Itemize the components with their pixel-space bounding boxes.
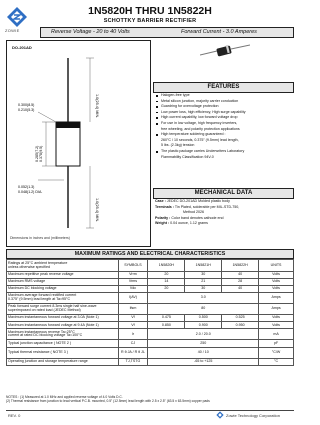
list-item: Method 2026 (183, 210, 204, 215)
parameter-line: Typical thermal resistance ( NOTE 3 ) (8, 349, 68, 354)
parameter-cell (7, 347, 119, 358)
table-row (7, 315, 294, 322)
features-header: FEATURES (153, 82, 294, 93)
table-row (7, 279, 294, 286)
symbol-cell: R θ JA / R θ JL (118, 347, 148, 358)
unit-cell: Volts (259, 286, 294, 293)
dim-lead-top: 1.0(25.4) MIN. (95, 94, 99, 119)
unit-cell: mA (259, 329, 294, 340)
list-item: Low power loss, high efficiency, High surge capability (155, 110, 291, 116)
page-title: 1N5820H THRU 1N5822H (88, 5, 212, 17)
value-cell: 20 (148, 272, 185, 279)
mechanical-header: MECHANICAL DATA (153, 188, 294, 199)
parameter-line: Peak forward surge current 8.3ms single half sine-wave (8, 304, 97, 309)
note-line: (2) Thermal resistance from junction to lead vertical P.C.B. mounted, 0.5" (12.5mm) lead length with 2.5 x 2.5" (63.5 x 63.5mm) copper pads (6, 399, 210, 404)
parameter-cell (7, 279, 119, 286)
symbol-cell: I(AV) (118, 293, 148, 304)
value-cell: 40 (222, 286, 259, 293)
parameter-line: Maximum instantaneous forward voltage at 9.4A (Note 1) (8, 322, 99, 327)
dimensions-note: Dimensions in inches and (millimeters) (10, 236, 70, 240)
value-cell: 30 (185, 272, 222, 279)
table-row (7, 340, 294, 347)
table-row (7, 322, 294, 329)
parameter-line: Maximum DC blocking voltage (8, 286, 57, 291)
value-cell: 2.0 / 20.0 (148, 329, 259, 340)
dim-body-dia-a: 0.378(9.5) (39, 145, 43, 162)
symbol-cell: Vdc (118, 286, 148, 293)
value-cell: -65 to +125 (148, 358, 259, 365)
symbol-cell: Vrms (118, 279, 148, 286)
dim-lead-dia-a: 0.052(1.3) (18, 185, 35, 189)
value-cell: 0.950 (222, 322, 259, 329)
list-item: Polarity : Color band denotes cathode end (155, 215, 224, 220)
reverse-voltage-spec: Reverse Voltage - 20 to 40 Volts (51, 29, 130, 35)
value-cell: 0.500 (185, 315, 222, 322)
list-item: 5 lbs. (2.3kg) tension (161, 143, 195, 148)
symbol-cell: Vf (118, 322, 148, 329)
unit-cell: Amps (259, 293, 294, 304)
table-row (7, 347, 294, 358)
spec-bar (40, 27, 294, 38)
column-header-part: 1N5822H (222, 260, 259, 272)
list-item: Metal silicon junction, majority carrier conduction (155, 99, 291, 105)
parameter-cell (7, 358, 119, 365)
parameter-cell (7, 293, 119, 304)
zowie-logo-icon (216, 411, 224, 419)
unit-cell: Volts (259, 279, 294, 286)
dim-body-len-b: 0.210(5.3) (18, 108, 35, 112)
package-name: DO-201AD (12, 45, 32, 50)
list-item: Halogen-free type (155, 93, 291, 99)
dim-lead-dia-b: 0.048(1.2) DIA. (18, 190, 43, 194)
table-header-row (7, 260, 294, 272)
note-line: NOTES : (1) Measured at 1.0 MHz and applied reverse voltage of 4.0 Volts D.C. (6, 395, 123, 399)
symbol-cell: Vrrm (118, 272, 148, 279)
parameter-line: Maximum instantaneous forward voltage at 3.0A (Note 1) (8, 315, 99, 320)
parameter-cell (7, 304, 119, 315)
value-cell: 30 (185, 286, 222, 293)
parameter-cell (7, 329, 119, 340)
company-name: Zowie Technology Corporation (226, 413, 280, 418)
parameter-line: superimposed on rated load (JEDEC Method) (8, 308, 81, 313)
parameter-cell (7, 340, 119, 347)
value-cell: 0.525 (222, 315, 259, 322)
dim-body-dia-b: 0.285(7.2) (35, 145, 39, 162)
parameter-line: Maximum RMS voltage (8, 279, 46, 284)
list-item: Weight : 0.04 ounce, 1.12 grams (155, 221, 208, 226)
mechanical-list (155, 199, 291, 227)
parameter-line: Operating junction and storage temperature range (8, 358, 88, 363)
column-header-part: 1N5821H (185, 260, 222, 272)
parameter-cell (7, 322, 119, 329)
value-cell: 0.900 (185, 322, 222, 329)
features-list (155, 93, 291, 160)
ratings-header: MAXIMUM RATINGS AND ELECTRICAL CHARACTERISTICS (6, 249, 294, 259)
value-cell: 28 (222, 279, 259, 286)
list-item: Terminals : Tin Plated, solderable per MIL-STD-750, (155, 204, 240, 209)
table-row (7, 329, 294, 340)
list-item: Flammability Classification 94V-0 (161, 154, 214, 159)
unit-cell: Amps (259, 304, 294, 315)
dim-lead-bottom: 1.0(25.4) MIN. (95, 198, 99, 223)
value-cell: 0.850 (148, 322, 185, 329)
parameter-line: current at rated DC blocking voltage Ta=100°C (8, 333, 83, 338)
list-item: Case : JEDEC DO-201AD Molded plastic body (155, 199, 230, 203)
header-line: Ratings at 25°C ambient temperature (8, 260, 68, 265)
value-cell: 0.475 (148, 315, 185, 322)
unit-cell: Volts (259, 272, 294, 279)
symbol-cell: CJ (118, 340, 148, 347)
parameter-cell (7, 315, 119, 322)
symbol-cell: TJ,TSTG (118, 358, 148, 365)
unit-cell: Volts (259, 322, 294, 329)
value-cell: 40 / 10 (148, 347, 259, 358)
parameter-cell (7, 286, 119, 293)
value-cell: 80 (148, 304, 259, 315)
revision-label: REV. 0 (8, 413, 21, 418)
symbol-cell: Ir (118, 329, 148, 340)
value-cell: 14 (148, 279, 185, 286)
notes (6, 395, 294, 403)
list-item: High temperature soldering guaranteed : (155, 132, 291, 138)
parameter-line: Maximum instantaneous reverse Ta=25°C (8, 329, 75, 334)
forward-current-spec: Forward Current - 3.0 Amperes (181, 29, 257, 35)
column-header-part: 1N5820H (148, 260, 185, 272)
table-row (7, 358, 294, 365)
list-item: Guardring for overvoltage protection (155, 104, 291, 110)
footer-divider (6, 410, 294, 411)
column-header-units: UNITS (259, 260, 294, 272)
list-item: High current capability, low forward voltage drop (155, 115, 291, 121)
parameter-line: 0.375" (9.5mm) lead length at Ta=95°C (8, 297, 71, 302)
column-header-parameter (7, 260, 119, 272)
value-cell: 20 (148, 286, 185, 293)
unit-cell: °C/W (259, 347, 294, 358)
table-row (7, 304, 294, 315)
value-cell: 21 (185, 279, 222, 286)
header-line: unless otherwise specified (8, 264, 50, 269)
ratings-table (6, 259, 294, 366)
value-cell: 40 (222, 272, 259, 279)
unit-cell: °C (259, 358, 294, 365)
unit-cell: pF (259, 340, 294, 347)
parameter-line: Maximum repetitive peak reverse voltage (8, 272, 74, 277)
package-outline-drawing (8, 50, 148, 235)
column-header-symbols: SYMBOLS (118, 260, 148, 272)
table-row (7, 272, 294, 279)
page-subtitle: SCHOTTKY BARRIER RECTIFIER (103, 18, 197, 24)
logo-text: ZOWIE (5, 28, 20, 33)
list-item: The plastic package carries Underwriters Laboratory (155, 149, 291, 155)
parameter-line: Typical junction capacitance ( NOTE 2 ) (8, 340, 72, 345)
value-cell: 3.0 (148, 293, 259, 304)
table-row (7, 293, 294, 304)
parameter-cell (7, 272, 119, 279)
diode-image (200, 44, 250, 60)
list-item: For use in low voltage, high frequency inverters, (155, 121, 291, 127)
symbol-cell: Ifsm (118, 304, 148, 315)
value-cell: 250 (148, 340, 259, 347)
unit-cell: Volts (259, 315, 294, 322)
parameter-line: Maximum average forward rectified current (8, 293, 77, 298)
dim-body-len-a: 0.300(8.5) (18, 103, 35, 107)
symbol-cell: Vf (118, 315, 148, 322)
list-item: free wheeling, and polarity protection applications (161, 126, 240, 131)
table-row (7, 286, 294, 293)
list-item: 260°C / 10 seconds, 0.375" (9.5mm) lead length, (161, 137, 239, 142)
